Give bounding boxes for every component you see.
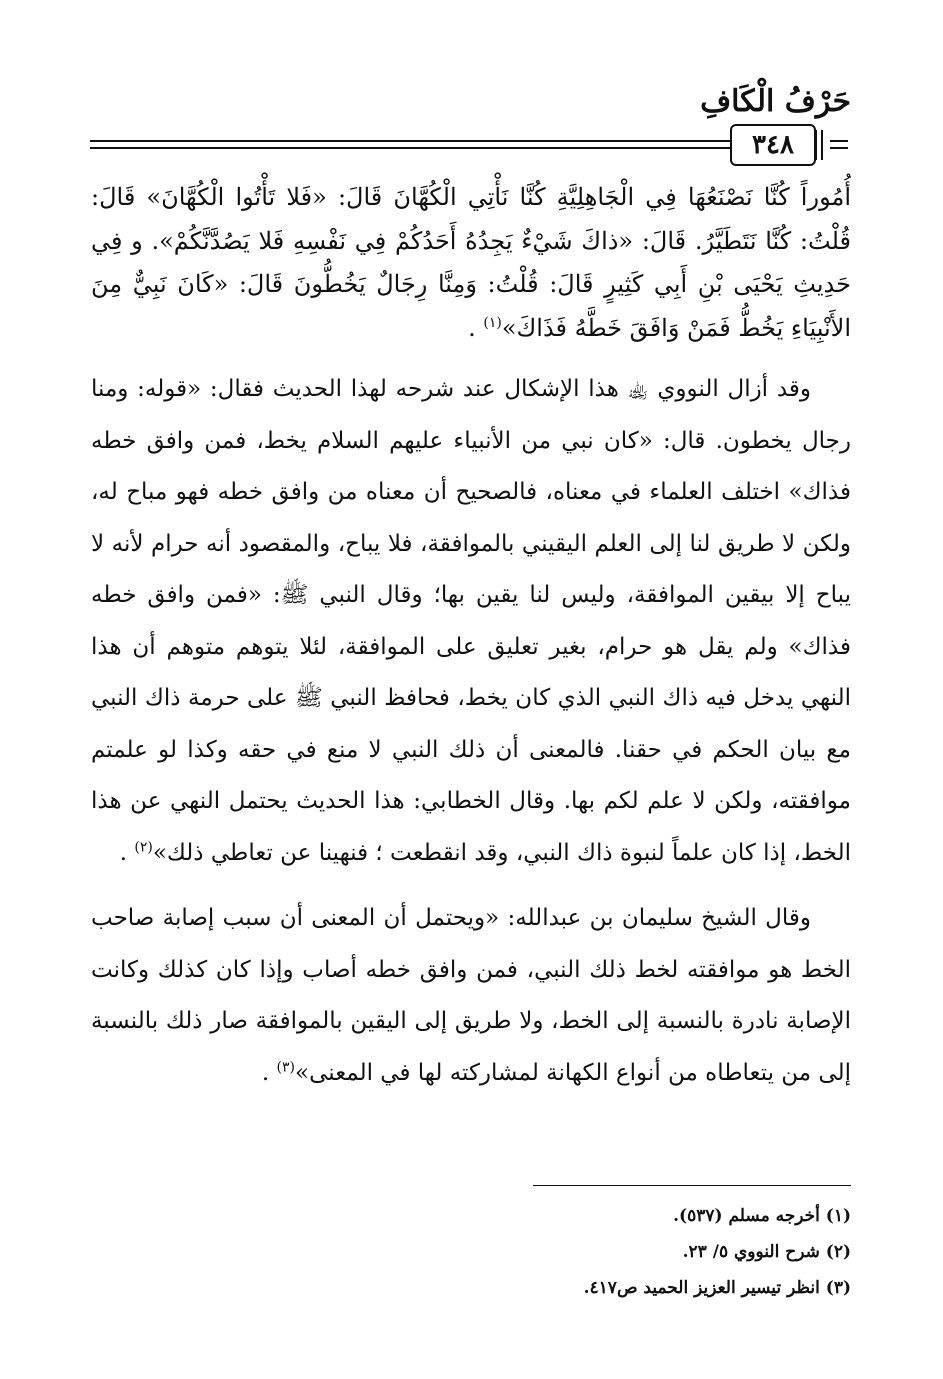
footnote-ref-2: (٢) — [134, 838, 153, 855]
paragraph-text: أُمُوراً كُنَّا نَصْنَعُهَا فِي الْجَاهِلِيَّةِ كُنَّا نَأْتِي الْكُهَّانَ قَالَ: «فَلا تَأْتُوا الْكُهَّانَ» قَالَ: قُلْتُ: كُنَّا نَتَطَيَّرُ. قَالَ: «ذاكَ شَيْءٌ يَجِدُهُ أَحَدُكُمْ فِي نَفْسِهِ فَلا يَصُدَّنَّكُمْ». و فِي حَدِيثِ يَحْيَى بْنِ أَبِي كَثِيرٍ قَالَ: قُلْتُ: وَمِنَّا رِجَالٌ يَخُطُّونَ قَالَ: «كَانَ نَبِيٌّ مِنَ الأَنْبِيَاءِ يَخُطُّ فَمَنْ وَافَقَ خَطَّهُ فَذَاكَ» — [91, 183, 852, 342]
footnote-ref-3: (٣) — [276, 1058, 296, 1075]
footnote-item: (٢) شرح النووي ٥/ ٢٣. — [682, 1242, 851, 1262]
chapter-title: حَرْفُ الْكَافِ — [700, 84, 851, 119]
nawawi-paragraph — [91, 364, 851, 879]
end-mark: . — [468, 313, 476, 342]
footnotes-list — [251, 1198, 851, 1306]
hadith-paragraph — [91, 176, 851, 350]
footnote-ref-1: (١) — [483, 314, 502, 331]
paragraph-text: وقد أزال النووي ﵀ هذا الإشكال عند شرحه لهذا الحديث فقال: «قوله: ومنا رجال يخطون. قال: «كان نبي من الأنبياء عليهم السلام يخط، فمن وافق خطه فذاك» اختلف العلماء في معناه، فالصحيح أن معناه من وافق خطه فهو مباح له، ولكن لا طريق لنا إلى العلم اليقيني بالموافقة، فلا يباح، والمقصود أنه حرام لأنه لا يباح إلا بيقين الموافقة، وليس لنا يقين بها؛ وقال النبي ﷺ: «فمن وافق خطه فذاك» ولم يقل هو حرام، بغير تعليق على الموافقة، لئلا يتوهم متوهم أن هذا النهي يدخل فيه ذاك النبي الذي كان يخط، فحافظ النبي ﷺ على حرمة ذاك النبي مع بيان الحكم في حقنا. فالمعنى أن ذلك النبي لا منع في حقه وكذا لو علمتم موافقته، ولكن لا علم لكم بها. وقال الخطابي: هذا الحديث يحتمل النهي عن هذا الخط، إذا كان علماً لنبوة ذاك النبي، وقد انقطعت ؛ فنهينا عن تعاطي ذلك» — [91, 376, 851, 866]
header-rule — [90, 140, 730, 149]
footnote-item: (١) أخرجه مسلم (٥٣٧). — [673, 1206, 851, 1226]
main-text — [91, 176, 851, 1113]
page-number: ٣٤٨ — [730, 124, 816, 166]
footnote-divider — [533, 1185, 851, 1186]
end-mark: . — [119, 839, 128, 866]
sulayman-paragraph — [91, 893, 851, 1099]
end-mark: . — [261, 1059, 270, 1086]
paragraph-text: وقال الشيخ سليمان بن عبدالله: «ويحتمل أن المعنى أن سبب إصابة صاحب الخط هو موافقته لخط ذلك النبي، فمن وافق خطه أصاب وإذا كان كذلك وكانت الإصابة نادرة بالنسبة إلى الخط، ولا طريق إلى اليقين بالموافقة صار ذلك بالنسبة إلى من يتعاطاه من أنواع الكهانة لمشاركته لها في المعنى» — [91, 905, 851, 1086]
header-rule-end — [830, 140, 848, 149]
footnote-item: (٣) انظر تيسير العزيز الحميد ص٤١٧. — [583, 1278, 851, 1298]
